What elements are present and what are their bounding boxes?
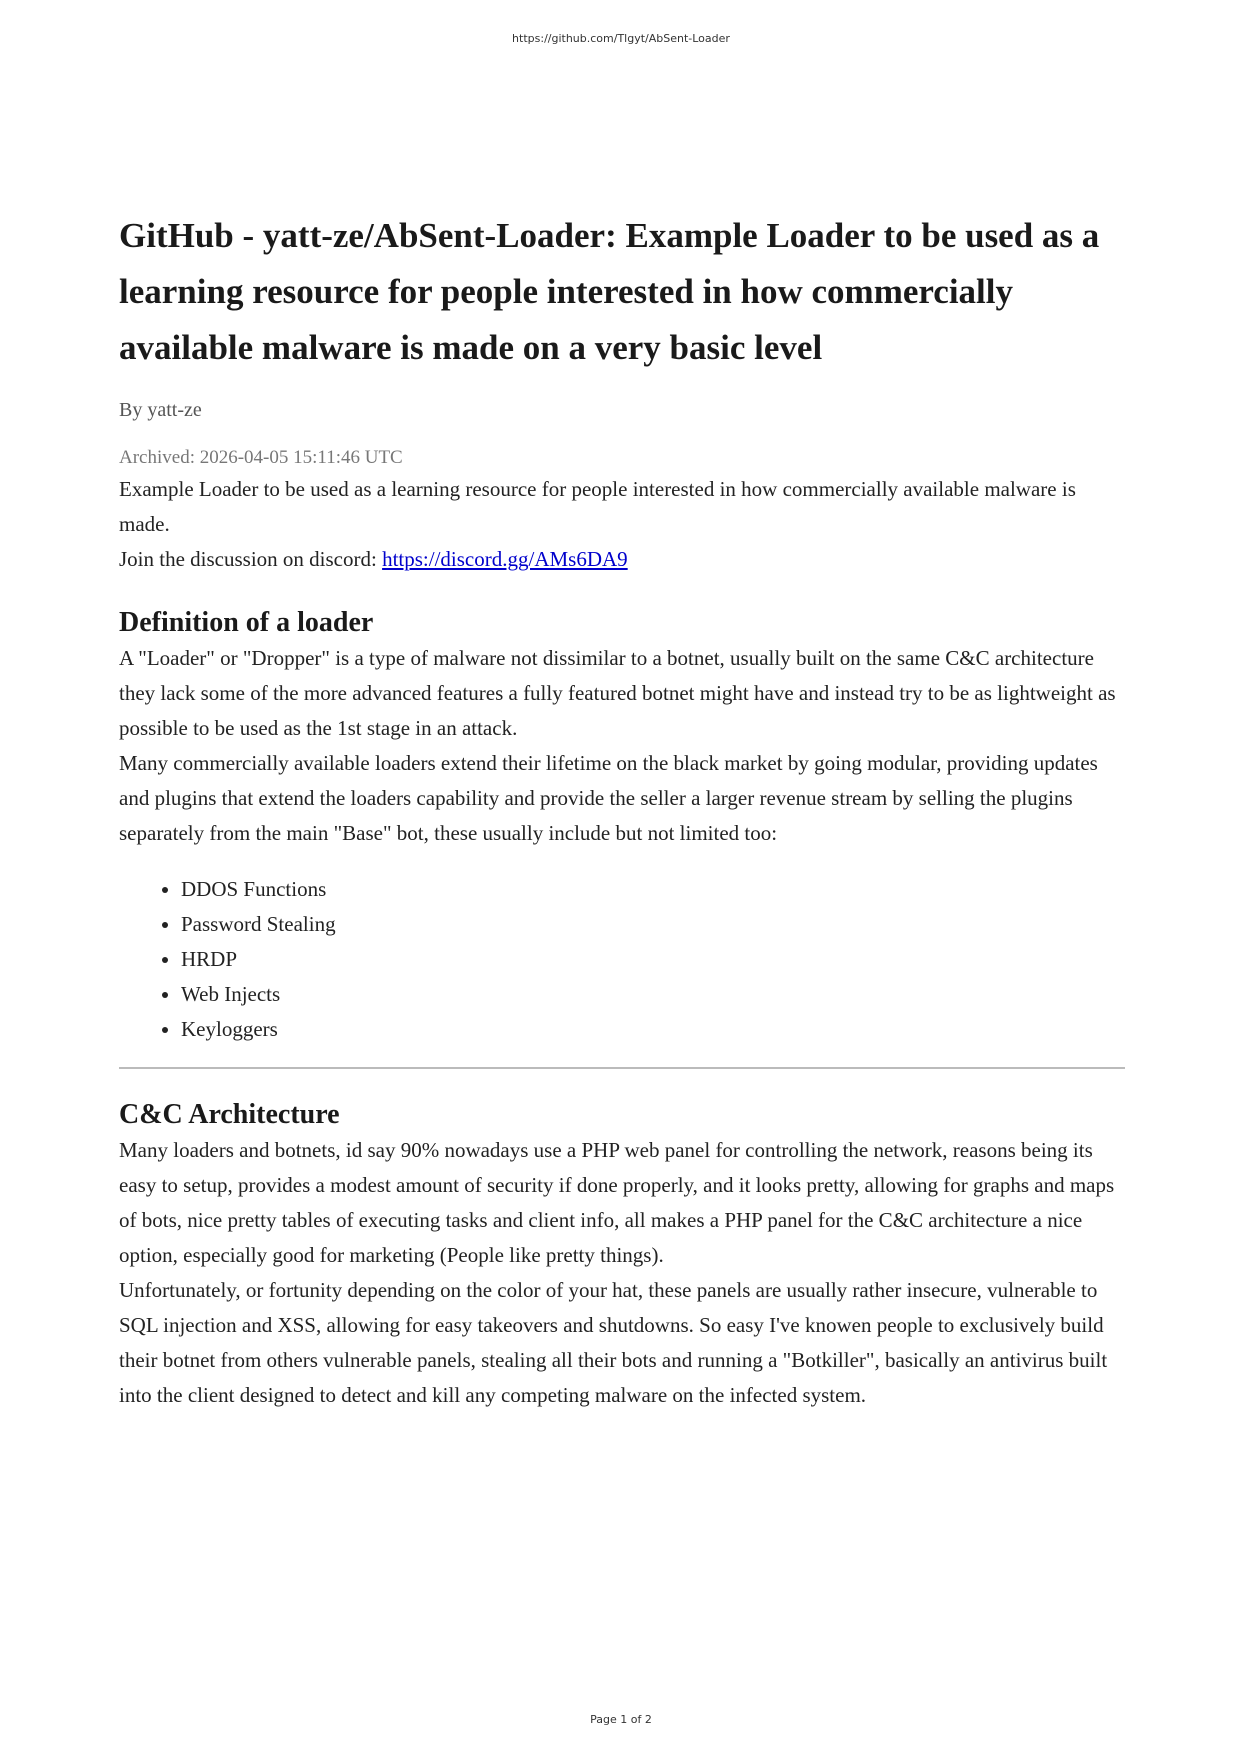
feature-list bbox=[119, 872, 1125, 1047]
article-title: GitHub - yatt-ze/AbSent-Loader: Example Loader to be used as a learning resource for people interested in how commercially available malware is made on a very basic level bbox=[119, 216, 1100, 367]
section-heading-cc: C&C Architecture bbox=[119, 1099, 340, 1130]
loader-paragraph-2: Many commercially available loaders extend their lifetime on the black market by going modular, providing updates and plugins that extend the loaders capability and provide the seller a larger revenue stream by selling the plugins separately from the main "Base" bot, these usually include but not limited too: bbox=[119, 751, 1098, 845]
list-item: • Keyloggers bbox=[181, 1012, 1125, 1047]
page-header-url: https://github.com/Tlgyt/AbSent-Loader bbox=[512, 32, 730, 45]
page-number: Page 1 of 2 bbox=[590, 1713, 652, 1726]
section-heading-loader: Definition of a loader bbox=[119, 607, 374, 638]
cc-paragraph-2: Unfortunately, or fortunity depending on the color of your hat, these panels are usually rather insecure, vulnerable to SQL injection and XSS, allowing for easy takeovers and shutdowns. So easy I've knowen people to exclusively build their botnet from others vulnerable panels, stealing all their bots and running a "Botkiller", basically an antivirus built into the client designed to detect and kill any competing malware on the infected system. bbox=[119, 1278, 1108, 1407]
list-item: • Password Stealing bbox=[181, 907, 1125, 942]
list-item: • HRDP bbox=[181, 942, 1125, 977]
list-item: • Web Injects bbox=[181, 977, 1125, 1012]
article bbox=[119, 208, 1125, 1413]
loader-paragraph-1: A "Loader" or "Dropper" is a type of malware not dissimilar to a botnet, usually built on the same C&C architecture they lack some of the more advanced features a fully featured botnet might have and instead try to be as lightweight as possible to be used as the 1st stage in an attack. bbox=[119, 646, 1116, 740]
article-byline: By yatt-ze bbox=[119, 399, 202, 421]
section-divider bbox=[119, 1067, 1125, 1069]
article-summary: Example Loader to be used as a learning resource for people interested in how commercially available malware is made. bbox=[119, 477, 1076, 536]
cc-paragraph-1: Many loaders and botnets, id say 90% nowadays use a PHP web panel for controlling the network, reasons being its easy to setup, provides a modest amount of security if done properly, and it looks pretty, allowing for graphs and maps of bots, nice pretty tables of executing tasks and client info, all makes a PHP panel for the C&C architecture a nice option, especially good for marketing (People like pretty things). bbox=[119, 1138, 1115, 1267]
discord-prefix: Join the discussion on discord: bbox=[119, 547, 383, 571]
list-item: • DDOS Functions bbox=[181, 872, 1125, 907]
discord-line bbox=[119, 542, 1125, 577]
archived-timestamp: Archived: 2026-04-05 15:11:46 UTC bbox=[119, 447, 403, 468]
discord-link[interactable]: https://discord.gg/AMs6DA9 bbox=[382, 547, 628, 571]
